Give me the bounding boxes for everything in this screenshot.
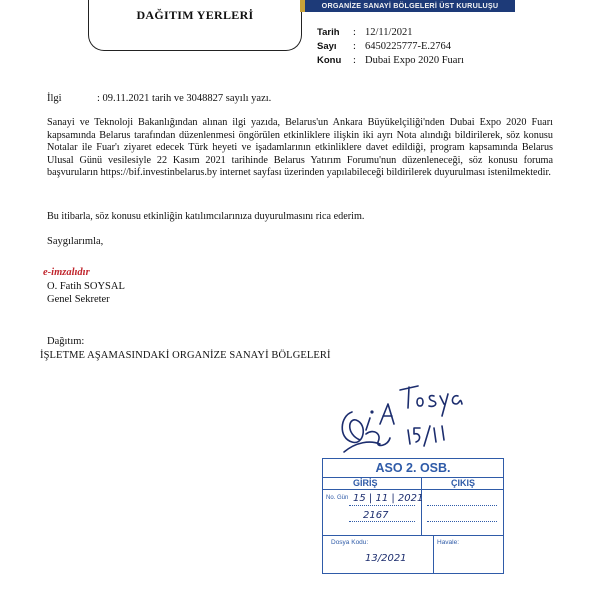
signer-block — [47, 280, 125, 306]
signer-title: Genel Sekreter — [47, 294, 110, 305]
meta-number-value: 6450225777-E.2764 — [365, 41, 452, 52]
stamp-dotted-line — [349, 521, 415, 522]
meta-number-label: Sayı — [317, 41, 337, 52]
stamp-no-gun-label: No. Gün — [326, 495, 349, 501]
organization-banner: ORGANİZE SANAYİ BÖLGELERİ ÜST KURULUŞU — [305, 0, 515, 12]
greeting: Saygılarımla, — [47, 236, 104, 247]
meta-number-row — [317, 40, 464, 54]
stamp-exit-label: ÇIKIŞ — [451, 478, 476, 488]
stamp-entry-date: 15 | 11 | 2021 — [353, 493, 424, 504]
stamp-entry-number: 2167 — [363, 510, 389, 521]
meta-colon: : — [353, 27, 356, 38]
meta-colon: : — [353, 41, 356, 52]
reference-value: : 09.11.2021 tarih ve 3048827 sayılı yazı. — [97, 93, 272, 104]
stamp-divider — [323, 535, 503, 536]
meta-colon: : — [353, 55, 356, 66]
esignature-label: e-imzalıdır — [43, 267, 90, 278]
document-meta — [317, 26, 464, 68]
meta-date-value: 12/11/2021 — [365, 27, 413, 38]
stamp-dotted-line — [427, 505, 497, 506]
distribution-title: DAĞITIM YERLERİ — [136, 8, 254, 22]
meta-subject-row — [317, 54, 464, 68]
stamp-file-code-value: 13/2021 — [365, 553, 407, 564]
stamp-divider — [433, 535, 434, 573]
meta-date-row — [317, 26, 464, 40]
reference-label: İlgi — [47, 93, 62, 104]
stamp-file-code-label: Dosya Kodu: — [331, 539, 369, 546]
stamp-title: ASO 2. OSB. — [375, 461, 451, 475]
distribution-value: İŞLETME AŞAMASINDAKİ ORGANİZE SANAYİ BÖLGELERİ — [40, 350, 331, 361]
reference-line — [47, 93, 271, 104]
incoming-stamp — [322, 458, 504, 574]
stamp-entry-label: GİRİŞ — [353, 478, 378, 488]
meta-subject-label: Konu — [317, 55, 342, 66]
stamp-divider — [323, 477, 503, 478]
stamp-divider — [421, 477, 422, 535]
meta-date-label: Tarih — [317, 27, 340, 38]
stamp-dotted-line — [427, 521, 497, 522]
meta-subject-value: Dubai Expo 2020 Fuarı — [365, 55, 464, 66]
stamp-divider — [323, 489, 503, 490]
distribution-box — [88, 0, 302, 51]
handwritten-note — [330, 372, 480, 458]
body-paragraph-1: Sanayi ve Teknoloji Bakanlığından alınan ilgi yazıda, Belarus'un Ankara Büyükelçiliği'nden Dubai Expo 2020 Fuarı kapsamında Belarus tarafından düzenlenmesi öngörülen etkinliklere ilişkin iki ayrı Nota alındığı bildirilerek, söz konusu Notalar ile Fuar'ı ziyaret edecek Türk heyeti ve işadamlarının etkinliklere davet edildiği, program kapsamında Belarus Ulusal Günü vesilesiyle 22 Kasım 2021 tarihinde Belarus Yatırım Forumu'nun düzenleneceği, söz konusu foruma başvuruların https://bif.investinbelarus.by internet sayfası üzerinden yapılabileceği bildirilerek duyurulması istenilmektedir. — [47, 117, 553, 179]
distribution-label: Dağıtım: — [47, 336, 85, 347]
stamp-dotted-line — [349, 505, 415, 506]
body-paragraph-2: Bu itibarla, söz konusu etkinliğin katılımcılarınıza duyurulmasını rica ederim. — [47, 211, 365, 222]
stamp-referral-label: Havale: — [437, 539, 460, 546]
signer-name: O. Fatih SOYSAL — [47, 281, 125, 292]
